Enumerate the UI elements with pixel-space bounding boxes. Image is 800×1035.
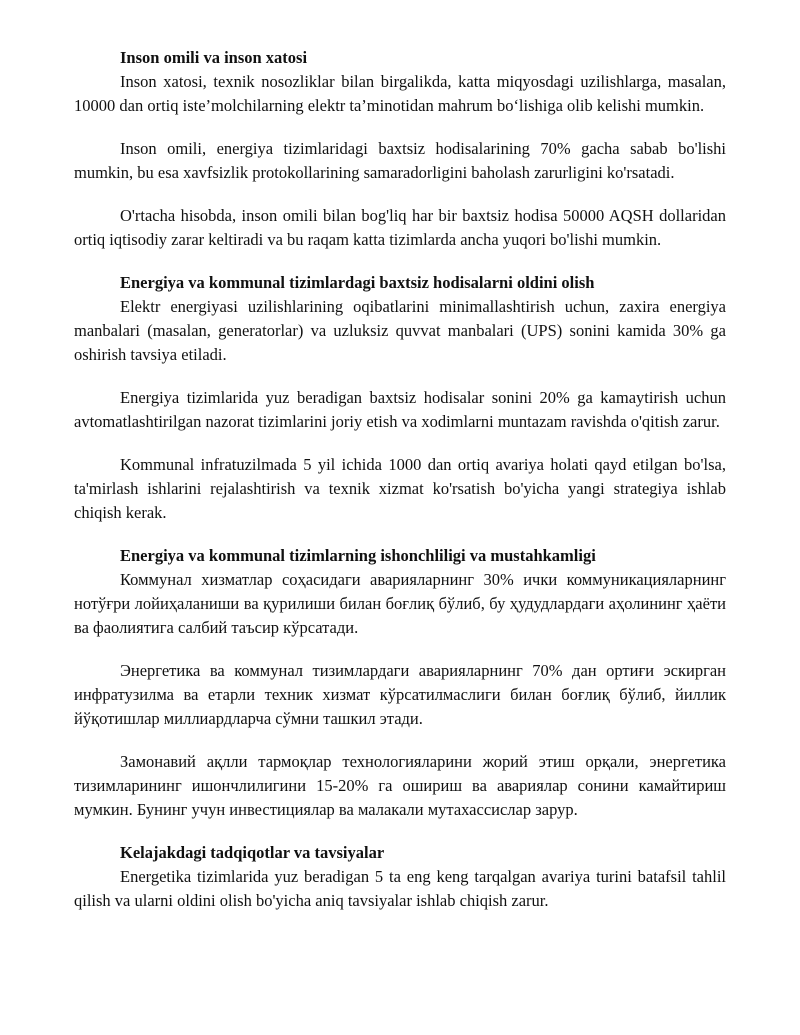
paragraph: Inson omili, energiya tizimlaridagi baxtsiz hodisalarining 70% gacha sabab bo'lishi mumkin, bu esa xavfsizlik protokollarining samaradorligini baholash zarurligini ko'rsatadi. bbox=[74, 139, 726, 182]
paragraph: Inson xatosi, texnik nosozliklar bilan birgalikda, katta miqyosdagi uzilishlarga, masalan, 10000 dan ortiq iste’molchilarning elektr ta’minotidan mahrum bo‘lishiga olib kelishi mumkin. bbox=[74, 72, 726, 115]
paragraph: Замонавий ақлли тармоқлар технологияларини жорий этиш орқали, энергетика тизимларининг ишончлилигини 15-20% га ошириш ва авариялар сонини камайтириш мумкин. Бунинг учун инвестициялар ва малакали мутахассислар зарур. bbox=[74, 752, 726, 819]
paragraph: Energiya tizimlarida yuz beradigan baxtsiz hodisalar sonini 20% ga kamaytirish uchun avtomatlashtirilgan nazorat tizimlarini joriy etish va xodimlarni muntazam ravishda o'qitish zarur. bbox=[74, 388, 726, 431]
paragraph: Elektr energiyasi uzilishlarining oqibatlarini minimallashtirish uchun, zaxira energiya manbalari (masalan, generatorlar) va uzluksiz quvvat manbalari (UPS) sonini kamida 30% ga oshirish tavsiya etiladi. bbox=[74, 297, 726, 364]
paragraph: Коммунал хизматлар соҳасидаги аварияларнинг 30% ички коммуникацияларнинг нотўғри лойиҳаланиши ва қурилиши билан боғлиқ бўлиб, бу ҳудудлардаги аҳолининг ҳаёти ва фаолиятига салбий таъсир кўрсатади. bbox=[74, 570, 726, 637]
section-heading: Energiya va kommunal tizimlarning ishonchliligi va mustahkamligi bbox=[120, 546, 596, 565]
paragraph: O'rtacha hisobda, inson omili bilan bog'liq har bir baxtsiz hodisa 50000 AQSH dollaridan ortiq iqtisodiy zarar keltiradi va bu raqam katta tizimlarda ancha yuqori bo'lishi mumkin. bbox=[74, 206, 726, 249]
section-heading: Kelajakdagi tadqiqotlar va tavsiyalar bbox=[120, 843, 385, 862]
section-heading: Energiya va kommunal tizimlardagi baxtsiz hodisalarni oldini olish bbox=[120, 273, 595, 292]
section-accident-prevention bbox=[74, 271, 726, 525]
paragraph: Energetika tizimlarida yuz beradigan 5 ta eng keng tarqalgan avariya turini batafsil tahlil qilish va ularni oldini olish bo'yicha aniq tavsiyalar ishlab chiqish zarur. bbox=[74, 867, 726, 910]
section-heading: Inson omili va inson xatosi bbox=[120, 48, 308, 67]
section-reliability bbox=[74, 544, 726, 822]
section-human-factor bbox=[74, 46, 726, 252]
paragraph: Kommunal infratuzilmada 5 yil ichida 1000 dan ortiq avariya holati qayd etilgan bo'lsa, ta'mirlash ishlarini rejalashtirish va texnik xizmat ko'rsatish bo'yicha yangi strategiya ishlab chiqish kerak. bbox=[74, 455, 726, 522]
section-future-research bbox=[74, 841, 726, 913]
paragraph: Энергетика ва коммунал тизимлардаги аварияларнинг 70% дан ортиғи эскирган инфратузилма ва етарли техник хизмат кўрсатилмаслиги билан боғлиқ бўлиб, йиллик йўқотишлар миллиардларча сўмни ташкил этади. bbox=[74, 661, 726, 728]
